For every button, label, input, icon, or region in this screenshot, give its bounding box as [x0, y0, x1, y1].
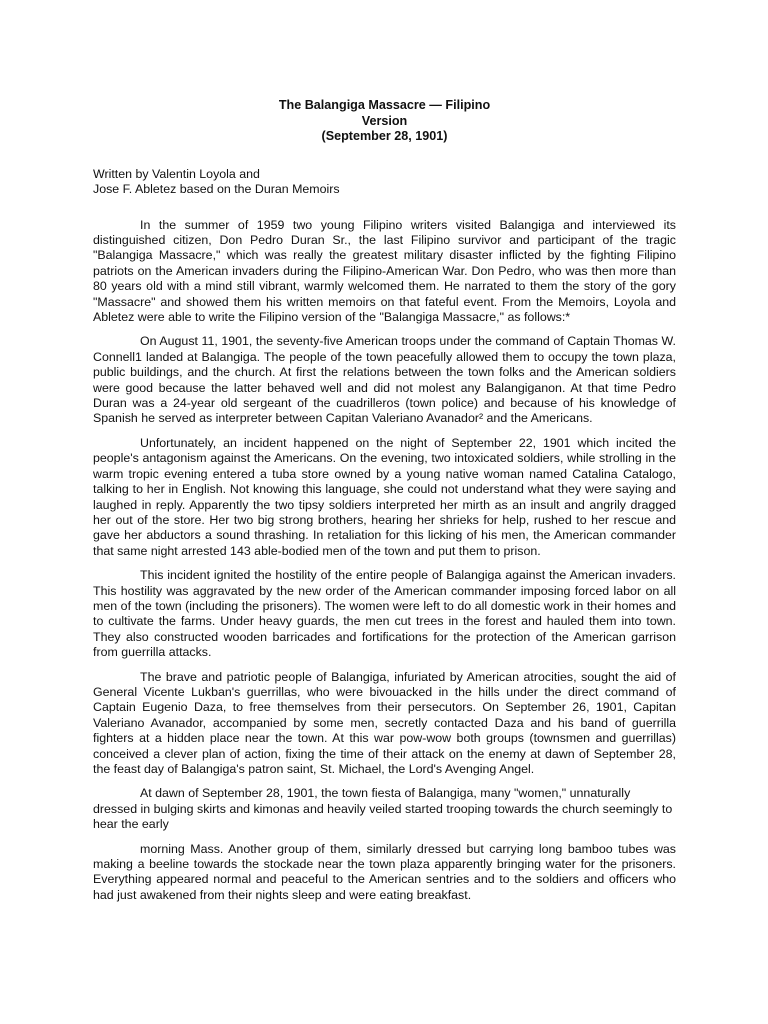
paragraph: This incident ignited the hostility of the entire people of Balangiga against the American invaders. This hostility was aggravated by the new order of the American commander imposing forced labor on all men of the town (including the prisoners). The women were left to do all domestic work in their homes and to cultivate the farms. Under heavy guards, the men cut trees in the forest and hauled them into town. They also constructed wooden barricades and fortifications for the protection of the American garrison from guerrilla attacks. [93, 568, 676, 660]
paragraph: morning Mass. Another group of them, similarly dressed but carrying long bamboo tubes was making a beeline towards the stockade near the town plaza apparently bringing water for the prisoners. Everything appeared normal and peaceful to the American sentries and to the soldiers and officers who had just awakened from their nights sleep and were eating breakfast. [93, 841, 676, 902]
paragraph: In the summer of 1959 two young Filipino writers visited Balangiga and interviewed its distinguished citizen, Don Pedro Duran Sr., the last Filipino survivor and participant of the tragic "Balangiga Massacre," which was really the greatest military disaster inflicted by the fighting Filipino patriots on the American invaders during the Filipino-American War. Don Pedro, who was then more than 80 years old with a mind still vibrant, warmly welcomed them. He narrated to them the story of the gory "Massacre" and showed them his written memoirs on that fateful event. From the Memoirs, Loyola and Abletez were able to write the Filipino version of the "Balangiga Massacre," as follows:* [93, 217, 676, 325]
paragraph: The brave and patriotic people of Balangiga, infuriated by American atrocities, sought the aid of General Vicente Lukban's guerrillas, who were bivouacked in the hills under the direct command of Captain Eugenio Daza, to free themselves from their persecutors. On September 26, 1901, Capitan Valeriano Avanador, accompanied by some men, secretly contacted Daza and his band of guerrilla fighters at a hidden place near the town. At this war pow-wow both groups (townsmen and guerrillas) conceived a clever plan of action, fixing the time of their attack on the enemy at dawn of September 28, the feast day of Balangiga's patron saint, St. Michael, the Lord's Avenging Angel. [93, 669, 676, 776]
title-line: Version [361, 113, 408, 128]
title-line: (September 28, 1901) [321, 129, 448, 144]
paragraph: At dawn of September 28, 1901, the town fiesta of Balangiga, many "women," unnaturally dressed in bulging skirts and kimonas and heavily veiled started trooping towards the church seemingly to hear the early [93, 786, 673, 832]
paragraph: Unfortunately, an incident happened on the night of September 22, 1901 which incited the people's antagonism against the Americans. On the evening, two intoxicated soldiers, while strolling in the warm tropic evening entered a tuba store owned by a young native woman named Catalina Catalogo, talking to her in English. Not knowing this language, she could not understand what they were saying and laughed in reply. Apparently the two tipsy soldiers interpreted her mirth as an insult and angrily dragged her out of the store. Her two big strong brothers, hearing her shrieks for help, rushed to her rescue and gave her abductors a sound thrashing. In retaliation for this licking of his men, the American commander that same night arrested 143 able-bodied men of the town and put them to prison. [93, 435, 676, 558]
document-title [93, 98, 676, 145]
byline-line: Written by Valentin Loyola and [93, 166, 260, 181]
title-line: The Balangiga Massacre — Filipino [278, 98, 491, 112]
paragraph: On August 11, 1901, the seventy-five American troops under the command of Captain Thomas W. Connell1 landed at Balangiga. The people of the town peacefully allowed them to occupy the town plaza, public buildings, and the church. At first the relations between the town folks and the American soldiers were good because the latter behaved well and did not molest any Balangiganon. At that time Pedro Duran was a 24-year old sergeant of the cuadrilleros (town police) and because of his knowledge of Spanish he served as interpreter between Capitan Valeriano Avanador² and the Americans. [93, 334, 676, 426]
byline-line: Jose F. Abletez based on the Duran Memoirs [93, 182, 340, 197]
byline [93, 167, 676, 198]
